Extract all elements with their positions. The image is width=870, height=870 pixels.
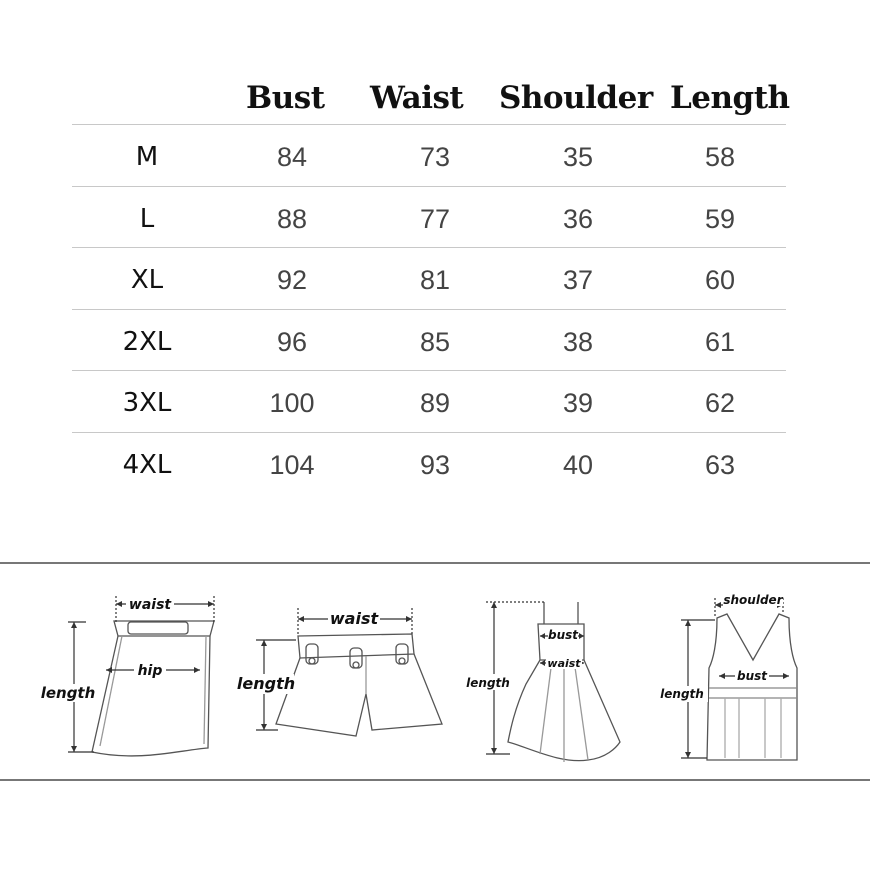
table-row xyxy=(72,186,786,248)
skirt-diagram xyxy=(30,564,230,779)
table-row xyxy=(72,432,786,494)
shoulder-cell: 37 xyxy=(562,265,594,295)
bust-cell: 104 xyxy=(269,449,315,480)
bust-cell: 88 xyxy=(276,203,308,234)
dress-bust-label: bust xyxy=(547,628,579,642)
dress-illustration xyxy=(460,564,630,779)
waist-cell: 81 xyxy=(419,265,451,295)
shorts-illustration xyxy=(236,564,448,779)
waist-cell: 93 xyxy=(419,449,451,480)
shoulder-cell: 39 xyxy=(562,388,594,418)
dress-waist-label: waist xyxy=(547,657,581,670)
tank-diagram xyxy=(655,564,825,779)
table-header xyxy=(72,80,790,124)
shoulder-cell: 36 xyxy=(562,203,594,234)
length-cell: 58 xyxy=(704,142,736,172)
table-row xyxy=(72,124,786,186)
length-cell: 63 xyxy=(704,449,736,480)
dress-length-label: length xyxy=(466,676,510,690)
table-row xyxy=(72,247,786,309)
waist-cell: 73 xyxy=(419,142,451,172)
tank-length-label: length xyxy=(660,687,704,701)
table-row xyxy=(72,309,786,371)
length-cell: 60 xyxy=(704,265,736,295)
shorts-diagram xyxy=(236,564,448,779)
header-shoulder: Shoulder xyxy=(499,80,653,116)
bust-cell: 100 xyxy=(269,388,315,418)
shorts-length-label: length xyxy=(236,674,296,693)
size-cell: 4XL xyxy=(122,449,172,480)
bust-cell: 96 xyxy=(276,326,308,357)
dress-diagram xyxy=(460,564,630,779)
skirt-illustration xyxy=(30,564,230,779)
shoulder-cell: 38 xyxy=(562,326,594,357)
size-cell: 2XL xyxy=(122,326,172,357)
length-cell: 62 xyxy=(704,388,736,418)
tank-shoulder-label: shoulder xyxy=(723,593,783,607)
size-chart-table xyxy=(72,80,790,493)
size-cell: XL xyxy=(130,265,164,295)
bust-cell: 92 xyxy=(276,265,308,295)
skirt-waist-label: waist xyxy=(128,597,172,613)
size-cell: L xyxy=(139,203,155,234)
shoulder-cell: 35 xyxy=(562,142,594,172)
measurement-diagrams xyxy=(0,562,870,781)
size-cell: M xyxy=(135,142,159,172)
tank-illustration xyxy=(655,564,825,779)
waist-cell: 89 xyxy=(419,388,451,418)
shorts-waist-label: waist xyxy=(329,609,379,628)
size-cell: 3XL xyxy=(122,388,172,418)
length-cell: 61 xyxy=(704,326,736,357)
header-bust: Bust xyxy=(246,80,325,116)
waist-cell: 77 xyxy=(419,203,451,234)
length-cell: 59 xyxy=(704,203,736,234)
bust-cell: 84 xyxy=(276,142,308,172)
shoulder-cell: 40 xyxy=(562,449,594,480)
skirt-hip-label: hip xyxy=(137,663,163,679)
table-row xyxy=(72,370,786,432)
waist-cell: 85 xyxy=(419,326,451,357)
skirt-length-label: length xyxy=(40,684,96,702)
header-waist: Waist xyxy=(370,80,464,116)
tank-bust-label: bust xyxy=(736,669,768,683)
header-length: Length xyxy=(670,80,790,116)
